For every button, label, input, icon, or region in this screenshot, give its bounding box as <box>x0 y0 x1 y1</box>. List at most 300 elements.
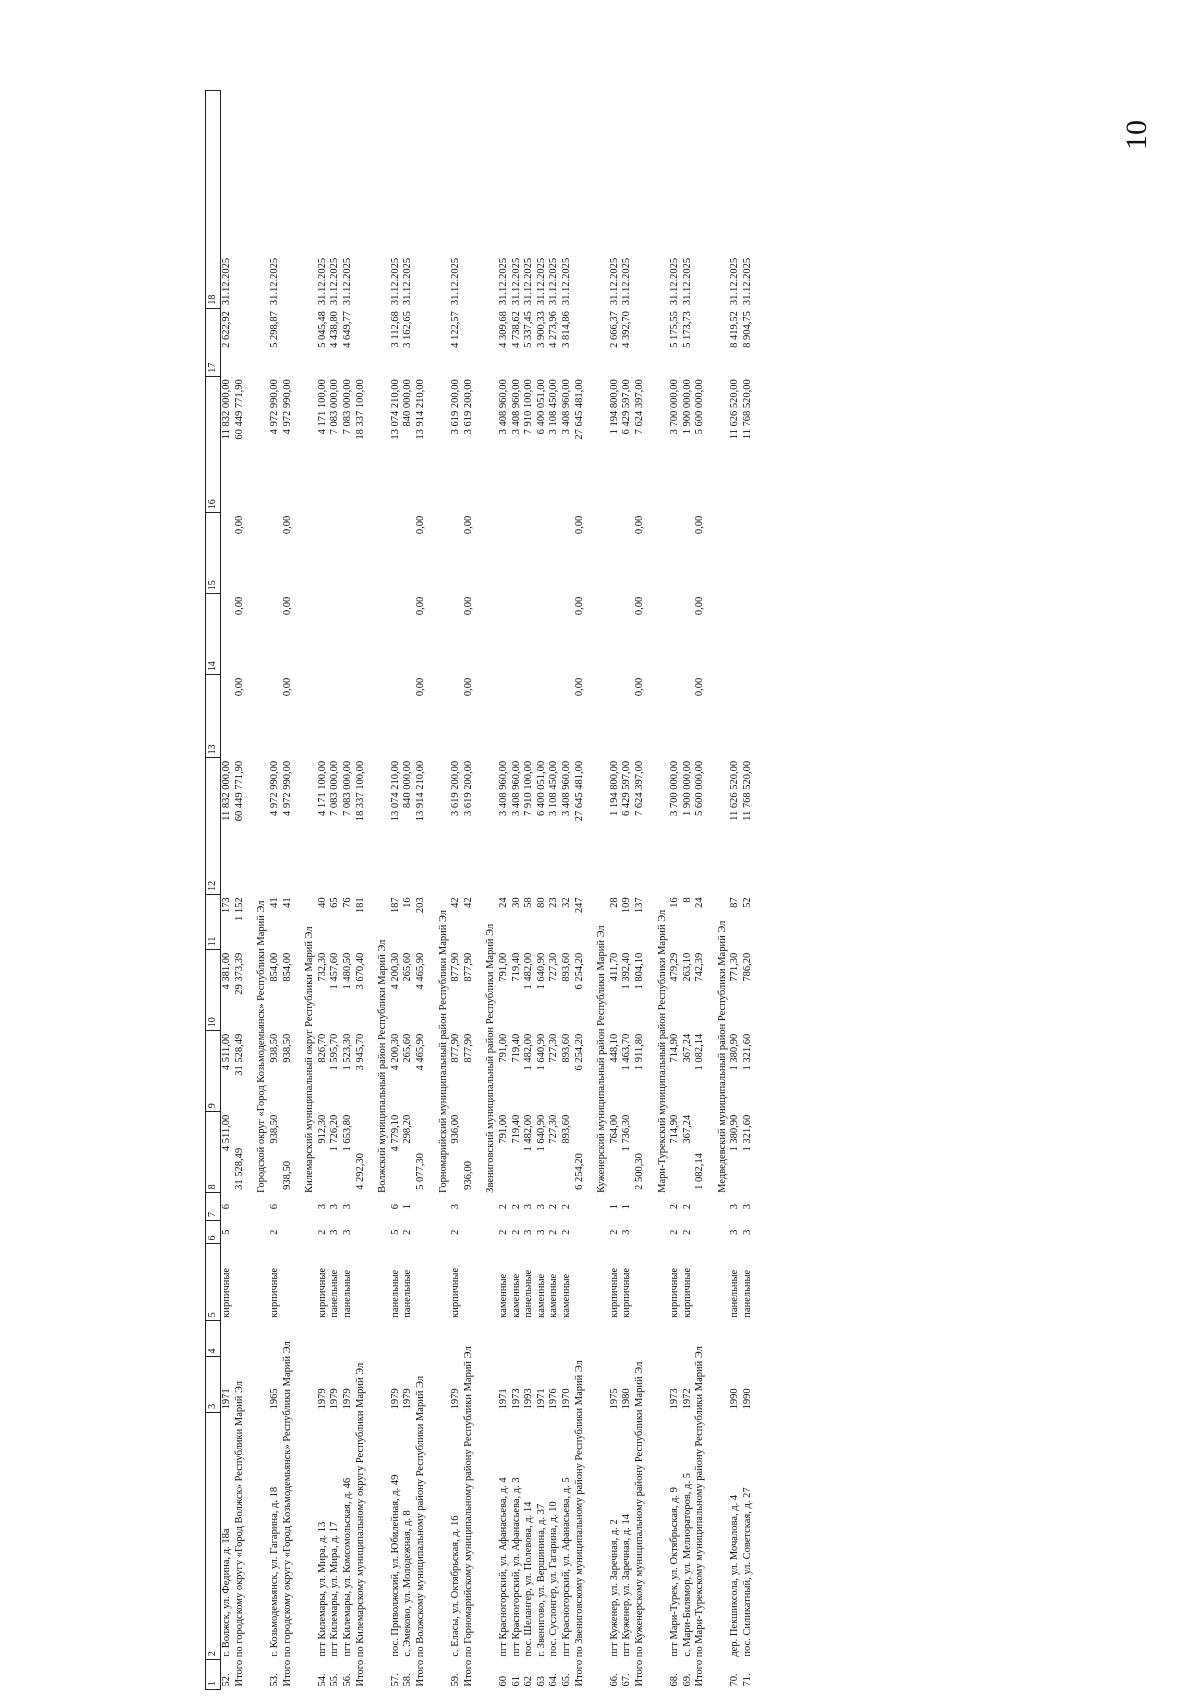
section-heading: Килемарский муниципальный округ Республики Марий Эл <box>304 926 316 1193</box>
cell-col-15 <box>402 513 415 594</box>
cell-col-14 <box>742 594 755 675</box>
cell-col-4 <box>742 1321 755 1357</box>
cell-col-18 <box>415 91 428 309</box>
cell-col-15 <box>742 513 755 594</box>
cell-col-11: 247 <box>573 897 585 914</box>
cell-col-9: 1 523,30 <box>342 1033 354 1071</box>
cell-col-12: 3 408 960,00 <box>560 760 572 817</box>
cell-col-11: 23 <box>548 897 560 908</box>
cell-col-13 <box>729 675 742 758</box>
cell-col-5: кирпичные <box>608 1267 620 1318</box>
cell-col-17 <box>354 308 367 376</box>
cell-col-2: пгт Килемары, ул. Комсомольская, д. 46 <box>342 1477 354 1657</box>
cell-col-1: 64. <box>548 1673 560 1687</box>
subtotal-row <box>281 91 294 1690</box>
cell-col-11: 137 <box>633 897 645 914</box>
cell-col-16: 840 000,00 <box>402 379 414 427</box>
cell-col-9: 719,40 <box>510 1033 522 1063</box>
cell-col-17 <box>415 308 428 376</box>
cell-col-12: 840 000,00 <box>402 760 414 809</box>
cell-col-2: пос. Суслонгер, ул. Гагарина, д. 10 <box>548 1501 560 1657</box>
section-pad <box>256 1193 269 1690</box>
cell-col-1: 59. <box>450 1673 462 1687</box>
cell-col-6: 3 <box>523 1229 535 1235</box>
cell-col-10: 854,00 <box>281 952 293 982</box>
cell-col-4 <box>669 1321 682 1357</box>
cell-col-16: 1 900 000,00 <box>681 379 693 435</box>
cell-col-5: панельные <box>342 1269 354 1318</box>
cell-col-10: 877,90 <box>450 952 462 982</box>
cell-col-14 <box>317 594 330 675</box>
table-row <box>729 91 742 1690</box>
cell-col-9: 938,50 <box>269 1033 281 1063</box>
cell-col-6: 2 <box>548 1229 560 1235</box>
cell-col-14 <box>402 594 415 675</box>
table-row <box>561 91 574 1690</box>
cell-col-9: 4 200,30 <box>389 1033 401 1071</box>
section-heading-row <box>256 91 269 1690</box>
cell-col-13 <box>523 675 536 758</box>
cell-col-7: 3 <box>535 1204 547 1210</box>
cell-col-12: 11 626 520,00 <box>729 760 741 821</box>
cell-col-11: 203 <box>415 897 427 914</box>
cell-col-17 <box>573 308 586 376</box>
cell-col-13 <box>548 675 561 758</box>
cell-col-5: каменные <box>535 1273 547 1318</box>
cell-col-5: кирпичные <box>681 1267 693 1318</box>
cell-col-12: 6 429 597,00 <box>621 760 633 817</box>
cell-col-3: 1979 <box>450 1388 462 1410</box>
table-row <box>329 91 342 1690</box>
cell-col-8: 938,50 <box>281 1160 293 1190</box>
column-header: 7 <box>206 1193 221 1221</box>
cell-col-5: панельные <box>389 1269 401 1318</box>
column-header: 13 <box>206 675 221 758</box>
cell-col-16: 6 429 597,00 <box>621 379 633 435</box>
cell-col-16: 7 910 100,00 <box>523 379 535 435</box>
cell-col-18: 31.12.2025 <box>548 257 560 306</box>
cell-col-3: 1980 <box>621 1388 633 1410</box>
cell-col-14 <box>621 594 634 675</box>
cell-col-7: 1 <box>402 1204 414 1210</box>
cell-col-14 <box>561 594 574 675</box>
cell-col-10: 854,00 <box>269 952 281 982</box>
cell-col-1: 67. <box>621 1673 633 1687</box>
cell-col-4 <box>390 1321 403 1357</box>
spacer-cell <box>427 91 437 1690</box>
cell-col-3: 1970 <box>560 1388 572 1410</box>
cell-col-18: 31.12.2025 <box>608 257 620 306</box>
cell-col-11: 76 <box>342 897 354 908</box>
cell-col-7: 2 <box>548 1204 560 1210</box>
cell-col-13 <box>390 675 403 758</box>
column-header: 3 <box>206 1357 221 1412</box>
cell-col-15: 0,00 <box>694 515 706 535</box>
cell-col-13: 0,00 <box>415 677 427 697</box>
cell-col-8: 893,60 <box>560 1114 572 1144</box>
cell-col-11: 181 <box>354 897 366 914</box>
cell-col-11: 32 <box>560 897 572 908</box>
cell-col-14 <box>548 594 561 675</box>
column-header: 17 <box>206 308 221 376</box>
cell-col-18 <box>573 91 586 309</box>
cell-col-10: 265,60 <box>402 952 414 982</box>
table-row <box>523 91 536 1690</box>
spacer-cell <box>367 91 377 1690</box>
column-number-header <box>206 91 221 1690</box>
cell-col-2: пос. Силикатный, ул. Советская, д. 27 <box>742 1487 754 1657</box>
cell-col-1: 63 <box>535 1676 547 1687</box>
cell-col-9: 265,60 <box>402 1033 414 1063</box>
cell-col-18: 31.12.2025 <box>221 257 233 306</box>
table-row <box>450 91 463 1690</box>
cell-col-13: 0,00 <box>633 677 645 697</box>
cell-col-4 <box>402 1321 415 1357</box>
spacer-cell <box>646 91 656 1690</box>
cell-col-1: 65. <box>560 1673 572 1687</box>
cell-col-13 <box>510 675 523 758</box>
cell-col-6: 2 <box>510 1229 522 1235</box>
cell-col-6: 2 <box>316 1229 328 1235</box>
cell-col-8: 6 254,20 <box>573 1153 585 1190</box>
cell-col-17: 4 309,68 <box>497 311 509 348</box>
cell-col-3: 1975 <box>608 1388 620 1410</box>
cell-col-15: 0,00 <box>573 515 585 535</box>
table-row <box>390 91 403 1690</box>
housing-program-table <box>205 90 754 1690</box>
cell-col-4 <box>729 1321 742 1357</box>
spacer-cell <box>294 91 304 1690</box>
cell-col-11: 173 <box>221 897 233 914</box>
cell-col-2: пгт Килемары, ул. Мира, д. 17 <box>329 1521 341 1657</box>
cell-col-9: 367,24 <box>681 1033 693 1063</box>
spacer-row <box>246 91 256 1690</box>
cell-col-2: с. Эмеково, ул. Молодежная, д. 8 <box>402 1510 414 1657</box>
cell-col-18: 31.12.2025 <box>535 257 547 306</box>
column-header: 12 <box>206 758 221 894</box>
cell-col-8: 1 653,80 <box>342 1114 354 1152</box>
cell-col-2: с. Еласы, ул. Октябрьская, д. 16 <box>450 1515 462 1657</box>
cell-col-17: 4 273,96 <box>548 311 560 348</box>
cell-col-8: 4 779,10 <box>389 1114 401 1152</box>
cell-col-16: 3 619 200,00 <box>462 379 474 435</box>
cell-col-14 <box>608 594 621 675</box>
cell-col-16: 7 624 397,00 <box>633 379 645 435</box>
cell-col-7: 6 <box>221 1204 233 1210</box>
cell-col-13: 0,00 <box>462 677 474 697</box>
cell-col-10: 1 392,40 <box>621 952 633 990</box>
cell-col-9: 1 463,70 <box>621 1033 633 1071</box>
cell-col-14: 0,00 <box>573 596 585 616</box>
cell-col-12: 11 832 000,00 <box>221 760 233 821</box>
cell-col-9: 877,90 <box>450 1033 462 1063</box>
cell-col-3: 1990 <box>729 1388 741 1410</box>
subtotal-row <box>234 91 247 1690</box>
column-header: 6 <box>206 1221 221 1244</box>
column-header: 11 <box>206 894 221 949</box>
cell-col-4 <box>329 1321 342 1357</box>
cell-col-14: 0,00 <box>281 596 293 616</box>
column-header: 18 <box>206 91 221 309</box>
cell-col-1: 69. <box>681 1673 693 1687</box>
cell-col-9: 448,10 <box>608 1033 620 1063</box>
cell-col-11: 65 <box>329 897 341 908</box>
cell-col-5: кирпичные <box>669 1267 681 1318</box>
cell-col-13 <box>269 675 282 758</box>
section-heading-row <box>717 91 730 1690</box>
cell-col-11: 41 <box>269 897 281 908</box>
cell-col-17: 3 162,65 <box>402 311 414 348</box>
cell-col-2: пгт Красногорский, ул. Афанасьева, д. 5 <box>560 1477 572 1657</box>
cell-col-4 <box>450 1321 463 1357</box>
cell-col-15 <box>354 513 367 594</box>
cell-col-15 <box>390 513 403 594</box>
cell-col-10: 727,30 <box>548 952 560 982</box>
cell-col-16: 11 626 520,00 <box>729 379 741 440</box>
cell-col-16: 3 408 960,00 <box>560 379 572 435</box>
cell-col-17: 4 392,70 <box>621 311 633 348</box>
cell-col-2: дер. Пекшиксола, ул. Мочалова, д. 4 <box>729 1494 741 1657</box>
cell-col-10: 3 670,40 <box>354 952 366 990</box>
rotated-table-page <box>205 90 1090 1690</box>
cell-col-16: 3 700 000,00 <box>669 379 681 435</box>
cell-col-16: 60 449 771,90 <box>233 379 245 440</box>
subtotal-row <box>354 91 367 1690</box>
cell-col-4 <box>621 1321 634 1357</box>
column-header: 15 <box>206 513 221 594</box>
cell-col-15 <box>621 513 634 594</box>
subtotal-label: Итого по Звениговскому муниципальному району Республики Марий Эл <box>573 1360 585 1687</box>
cell-col-16: 4 972 990,00 <box>269 379 281 435</box>
cell-col-9: 31 528,49 <box>233 1033 245 1076</box>
cell-col-14 <box>354 594 367 675</box>
cell-col-7: 3 <box>742 1204 754 1210</box>
cell-col-7: 3 <box>450 1204 462 1210</box>
cell-col-9: 938,50 <box>281 1033 293 1063</box>
cell-col-7: 6 <box>389 1204 401 1210</box>
cell-col-13 <box>681 675 694 758</box>
cell-col-3: 1973 <box>669 1388 681 1410</box>
cell-col-2: г. Козьмодемьянск, ул. Гагарина, д. 18 <box>269 1486 281 1657</box>
cell-col-14 <box>510 594 523 675</box>
table-row <box>402 91 415 1690</box>
cell-col-12: 3 408 960,00 <box>497 760 509 817</box>
cell-col-5: кирпичные <box>450 1267 462 1318</box>
spacer-row <box>294 91 304 1690</box>
cell-col-16: 13 074 210,00 <box>389 379 401 440</box>
cell-col-6: 3 <box>742 1229 754 1235</box>
cell-col-9: 727,30 <box>548 1033 560 1063</box>
cell-col-15 <box>608 513 621 594</box>
subtotal-label: Итого по Килемарскому муниципальному округу Республики Марий Эл <box>354 1362 366 1687</box>
cell-col-5: кирпичные <box>621 1267 633 1318</box>
cell-col-8: 1 726,20 <box>329 1114 341 1152</box>
cell-col-13 <box>608 675 621 758</box>
cell-col-16: 11 832 000,00 <box>221 379 233 440</box>
table-row <box>548 91 561 1690</box>
cell-col-13 <box>621 675 634 758</box>
section-heading: Горномарийский муниципальный район Республики Марий Эл <box>437 909 449 1193</box>
cell-col-13 <box>561 675 574 758</box>
cell-col-12: 1 900 000,00 <box>681 760 693 817</box>
cell-col-1: 52. <box>221 1673 233 1687</box>
table-row <box>317 91 330 1690</box>
cell-col-16: 1 194 800,00 <box>608 379 620 435</box>
cell-col-10: 877,90 <box>462 952 474 982</box>
cell-col-12: 60 449 771,90 <box>233 760 245 822</box>
cell-col-6: 3 <box>729 1229 741 1235</box>
section-heading-row <box>485 91 498 1690</box>
cell-col-16: 6 400 051,00 <box>535 379 547 435</box>
cell-col-3: 1979 <box>316 1388 328 1410</box>
cell-col-8: 714,90 <box>669 1114 681 1144</box>
section-heading: Волжский муниципальный район Республики Марий Эл <box>377 939 389 1193</box>
cell-col-1: 57. <box>389 1673 401 1687</box>
cell-col-12: 4 972 990,00 <box>269 760 281 817</box>
spacer-row <box>586 91 596 1690</box>
cell-col-3: 1993 <box>523 1388 535 1410</box>
cell-col-1: 70. <box>729 1673 741 1687</box>
cell-col-13 <box>317 675 330 758</box>
spacer-row <box>646 91 656 1690</box>
cell-col-3: 1973 <box>510 1388 522 1410</box>
cell-col-10: 4 200,30 <box>389 952 401 990</box>
cell-col-9: 4 511,00 <box>221 1033 233 1071</box>
cell-col-14 <box>669 594 682 675</box>
cell-col-17: 5 298,87 <box>269 311 281 348</box>
table-row <box>221 91 234 1690</box>
cell-col-11: 28 <box>608 897 620 908</box>
cell-col-2: г. Звенигово, ул. Вершинина, д. 37 <box>535 1503 547 1657</box>
cell-col-7: 3 <box>342 1204 354 1210</box>
cell-col-9: 826,70 <box>316 1033 328 1063</box>
cell-col-11: 87 <box>729 897 741 908</box>
cell-col-14 <box>498 594 511 675</box>
spacer-cell <box>475 91 485 1690</box>
cell-col-5: панельные <box>329 1269 341 1318</box>
cell-col-8: 1 640,90 <box>535 1114 547 1152</box>
cell-col-10: 719,40 <box>510 952 522 982</box>
column-header: 9 <box>206 1031 221 1112</box>
cell-col-17: 4 649,77 <box>342 311 354 348</box>
cell-col-10: 1 482,00 <box>523 952 535 990</box>
cell-col-12: 11 768 520,00 <box>742 760 754 821</box>
cell-col-9: 893,60 <box>560 1033 572 1063</box>
cell-col-9: 1 321,60 <box>742 1033 754 1071</box>
cell-col-14 <box>729 594 742 675</box>
cell-col-17: 5 175,55 <box>669 311 681 348</box>
table-row <box>681 91 694 1690</box>
cell-col-5: панельные <box>402 1269 414 1318</box>
cell-col-1: 71. <box>742 1673 754 1687</box>
cell-col-10: 4 381,00 <box>221 952 233 990</box>
cell-col-7: 1 <box>621 1204 633 1210</box>
cell-col-4 <box>535 1321 548 1357</box>
cell-col-7: 1 <box>608 1204 620 1210</box>
cell-col-5: кирпичные <box>316 1267 328 1318</box>
cell-col-18: 31.12.2025 <box>742 257 754 306</box>
cell-col-11: 16 <box>402 897 414 908</box>
cell-col-10: 771,30 <box>729 952 741 982</box>
section-pad <box>304 1193 317 1690</box>
cell-col-10: 1 804,10 <box>633 952 645 990</box>
cell-col-10: 786,20 <box>742 952 754 982</box>
spacer-cell <box>707 91 717 1690</box>
cell-col-16: 18 337 100,00 <box>354 379 366 440</box>
cell-col-9: 1 082,14 <box>694 1033 706 1071</box>
cell-col-1: 56. <box>342 1673 354 1687</box>
cell-col-17: 5 173,73 <box>681 311 693 348</box>
cell-col-17 <box>634 308 647 376</box>
subtotal-label: Итого по Куженерскому муниципальному району Республики Марий Эл <box>633 1361 645 1687</box>
cell-col-11: 42 <box>462 897 474 908</box>
cell-col-9: 877,90 <box>462 1033 474 1063</box>
cell-col-8: 4 292,30 <box>354 1153 366 1190</box>
table-row <box>535 91 548 1690</box>
cell-col-13 <box>354 675 367 758</box>
cell-col-16: 3 408 960,00 <box>510 379 522 435</box>
cell-col-12: 3 408 960,00 <box>510 760 522 817</box>
cell-col-6: 2 <box>450 1229 462 1235</box>
table-row <box>269 91 282 1690</box>
cell-col-8: 791,00 <box>497 1114 509 1144</box>
cell-col-15 <box>450 513 463 594</box>
cell-col-7: 2 <box>560 1204 572 1210</box>
cell-col-2: с. Мари-Билямор, ул. Мелиораторов, д. 5 <box>681 1473 693 1657</box>
cell-col-12: 13 914 210,00 <box>415 760 427 822</box>
cell-col-14 <box>523 594 536 675</box>
cell-col-1: 68. <box>669 1673 681 1687</box>
cell-col-15 <box>269 513 282 594</box>
cell-col-17 <box>234 308 247 376</box>
cell-col-18 <box>354 91 367 309</box>
cell-col-2: пгт Красногорский, ул. Афанасьева, д. 4 <box>497 1477 509 1657</box>
cell-col-16: 7 083 000,00 <box>329 379 341 435</box>
cell-col-15 <box>729 513 742 594</box>
cell-col-2: пгт Куженер, ул. Заречная, д. 2 <box>608 1519 620 1657</box>
spacer-row <box>475 91 485 1690</box>
cell-col-6: 5 <box>221 1229 233 1235</box>
cell-col-8: 5 077,30 <box>415 1153 427 1190</box>
cell-col-5: панельные <box>729 1269 741 1318</box>
cell-col-4 <box>342 1321 355 1357</box>
cell-col-12: 3 619 200,00 <box>462 760 474 817</box>
cell-col-3: 1979 <box>402 1388 414 1410</box>
cell-col-4 <box>221 1321 234 1357</box>
cell-col-17: 3 814,86 <box>560 311 572 348</box>
cell-col-18: 31.12.2025 <box>497 257 509 306</box>
subtotal-label: Итого по Волжскому муниципальному району Республики Марий Эл <box>415 1375 427 1687</box>
cell-col-4 <box>317 1321 330 1357</box>
cell-col-11: 24 <box>497 897 509 908</box>
cell-col-18: 31.12.2025 <box>729 257 741 306</box>
cell-col-15 <box>342 513 355 594</box>
cell-col-3: 1971 <box>535 1388 547 1410</box>
cell-col-5: каменные <box>548 1273 560 1318</box>
cell-col-2: пгт Мари-Турек, ул. Октябрьская, д. 9 <box>669 1487 681 1657</box>
spacer-row <box>707 91 717 1690</box>
section-pad <box>377 1193 390 1690</box>
cell-col-16: 4 171 100,00 <box>316 379 328 435</box>
cell-col-13 <box>535 675 548 758</box>
cell-col-5: каменные <box>510 1273 522 1318</box>
cell-col-17: 2 622,92 <box>221 311 233 348</box>
cell-col-9: 791,00 <box>497 1033 509 1063</box>
cell-col-14 <box>342 594 355 675</box>
cell-col-10: 1 480,50 <box>342 952 354 990</box>
cell-col-11: 24 <box>694 897 706 908</box>
cell-col-8: 938,50 <box>269 1114 281 1144</box>
